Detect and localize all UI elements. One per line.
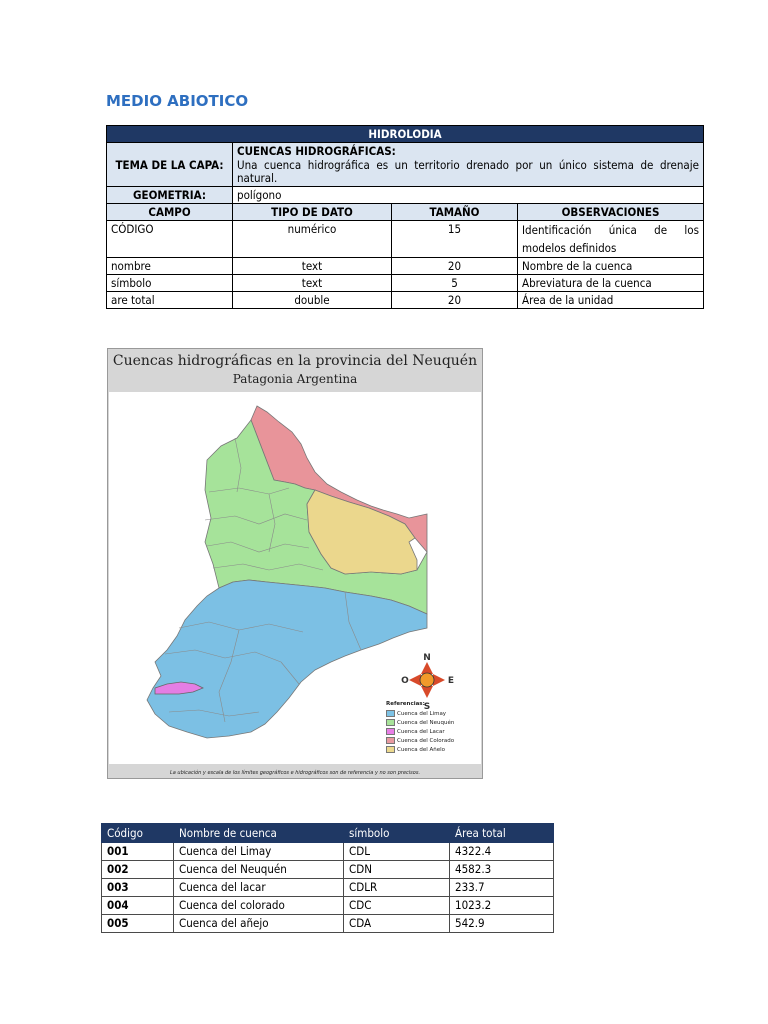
- field-observation: Área de la unidad: [518, 292, 704, 309]
- theme-description: Una cuenca hidrográfica es un territorio drenado por un único sistema de drenaje natural.: [237, 158, 700, 185]
- map-subtitle: Patagonia Argentina: [232, 372, 358, 386]
- legend-item: [386, 736, 454, 745]
- map-footnote: La ubicación y escala de los límites geográficos e hidrográficos son de referencia y no son precisos.: [169, 770, 421, 776]
- table-row: [107, 275, 704, 292]
- geometry-value: polígono: [233, 187, 704, 204]
- field-type: numérico: [233, 221, 392, 258]
- field-name: nombre: [107, 258, 233, 275]
- cell-area: 542.9: [450, 915, 554, 933]
- region-limay: [147, 580, 427, 738]
- cell-symbol: CDLR: [344, 879, 450, 897]
- column-header: Código: [102, 824, 174, 843]
- legend-swatch: [386, 719, 395, 726]
- cell-code: 003: [102, 879, 174, 897]
- watershed-map: [107, 348, 483, 779]
- field-type: text: [233, 275, 392, 292]
- legend-swatch: [386, 737, 395, 744]
- legend-item: [386, 745, 454, 754]
- compass-west-label: O: [401, 676, 409, 686]
- field-name: are total: [107, 292, 233, 309]
- legend-label: Cuenca del Colorado: [397, 737, 455, 744]
- map-legend: [386, 701, 454, 754]
- table-row: [102, 879, 554, 897]
- map-title: Cuencas hidrográficas en la provincia del Neuquén: [112, 353, 478, 369]
- field-size: 5: [392, 275, 518, 292]
- field-size: 15: [392, 221, 518, 258]
- watershed-data-table: [101, 823, 554, 933]
- column-header: CAMPO: [107, 204, 233, 221]
- cell-symbol: CDN: [344, 861, 450, 879]
- column-header: Área total: [450, 824, 554, 843]
- legend-label: Cuenca del Limay: [397, 710, 447, 717]
- field-size: 20: [392, 292, 518, 309]
- column-header: TAMAÑO: [392, 204, 518, 221]
- layer-table-header: [107, 204, 704, 221]
- table-row: [107, 221, 704, 258]
- field-type: text: [233, 258, 392, 275]
- cell-symbol: CDC: [344, 897, 450, 915]
- column-header: Nombre de cuenca: [174, 824, 344, 843]
- field-observation: Identificación única de los modelos definidos: [518, 221, 704, 258]
- theme-name: CUENCAS HIDROGRÁFICAS:: [237, 144, 396, 158]
- field-name: CÓDIGO: [107, 221, 233, 258]
- legend-item: [386, 718, 454, 727]
- legend-item: [386, 727, 454, 736]
- legend-swatch: [386, 710, 395, 717]
- data-table-header: [102, 824, 554, 843]
- legend-title: Referencias:: [386, 701, 425, 707]
- legend-swatch: [386, 728, 395, 735]
- compass-north-label: N: [423, 653, 431, 663]
- compass-rose-icon: [409, 662, 445, 698]
- section-heading: MEDIO ABIOTICO: [106, 92, 249, 110]
- cell-symbol: CDL: [344, 843, 450, 861]
- legend-swatch: [386, 746, 395, 753]
- layer-table-title: HIDROLODIA: [107, 126, 704, 143]
- column-header: TIPO DE DATO: [233, 204, 392, 221]
- cell-name: Cuenca del Neuquén: [174, 861, 344, 879]
- compass-south-label: S: [423, 702, 431, 712]
- cell-area: 1023.2: [450, 897, 554, 915]
- legend-item: [386, 709, 454, 718]
- table-row: [102, 843, 554, 861]
- cell-name: Cuenca del lacar: [174, 879, 344, 897]
- theme-cell: [233, 143, 704, 187]
- cell-area: 233.7: [450, 879, 554, 897]
- layer-table: [106, 125, 704, 309]
- field-observation: Nombre de la cuenca: [518, 258, 704, 275]
- legend-label: Cuenca del Neuquén: [397, 719, 455, 726]
- cell-area: 4322.4: [450, 843, 554, 861]
- table-row: [102, 861, 554, 879]
- field-type: double: [233, 292, 392, 309]
- compass-east-label: E: [447, 676, 455, 686]
- field-observation: Abreviatura de la cuenca: [518, 275, 704, 292]
- cell-area: 4582.3: [450, 861, 554, 879]
- theme-label: TEMA DE LA CAPA:: [107, 143, 233, 187]
- table-row: [102, 897, 554, 915]
- cell-name: Cuenca del Limay: [174, 843, 344, 861]
- column-header: OBSERVACIONES: [518, 204, 704, 221]
- cell-code: 002: [102, 861, 174, 879]
- column-header: símbolo: [344, 824, 450, 843]
- cell-symbol: CDA: [344, 915, 450, 933]
- cell-name: Cuenca del añejo: [174, 915, 344, 933]
- cell-code: 001: [102, 843, 174, 861]
- legend-label: Cuenca del Añelo: [397, 746, 446, 753]
- table-row: [107, 258, 704, 275]
- cell-code: 004: [102, 897, 174, 915]
- legend-label: Cuenca del Lacar: [397, 728, 445, 735]
- field-name: símbolo: [107, 275, 233, 292]
- table-row: [107, 292, 704, 309]
- geometry-label: GEOMETRIA:: [107, 187, 233, 204]
- cell-code: 005: [102, 915, 174, 933]
- table-row: [102, 915, 554, 933]
- field-size: 20: [392, 258, 518, 275]
- cell-name: Cuenca del colorado: [174, 897, 344, 915]
